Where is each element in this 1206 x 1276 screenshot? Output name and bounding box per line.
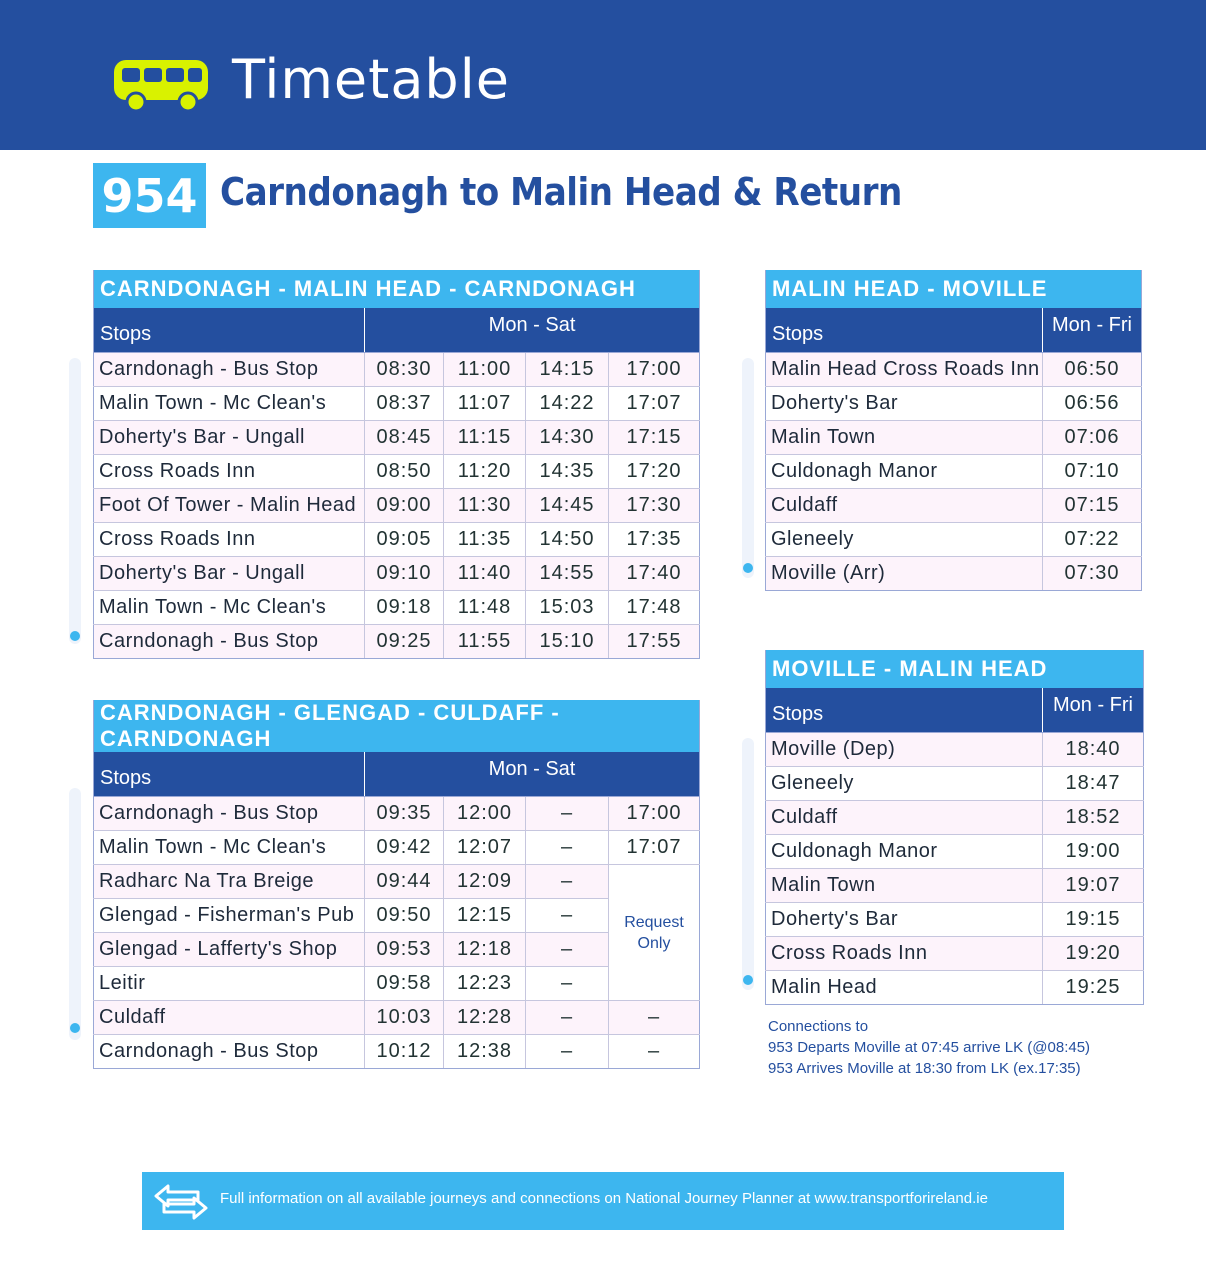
departure-time: 17:07 (609, 387, 700, 421)
departure-time: 08:30 (365, 353, 444, 387)
table-title: MALIN HEAD - MOVILLE (766, 270, 1142, 308)
stop-name: Cross Roads Inn (94, 455, 365, 489)
arrows-exchange-icon (152, 1182, 210, 1222)
departure-time: 11:40 (444, 557, 526, 591)
stop-name: Doherty's Bar - Ungall (94, 557, 365, 591)
table-row (94, 557, 700, 591)
departure-time: 17:35 (609, 523, 700, 557)
departure-time: 18:40 (1043, 733, 1144, 767)
departure-time: – (526, 899, 609, 933)
departure-time: 09:05 (365, 523, 444, 557)
stop-name: Malin Head Cross Roads Inn (766, 353, 1043, 387)
table-row (94, 1001, 700, 1035)
departure-time: 09:18 (365, 591, 444, 625)
departure-time: 08:50 (365, 455, 444, 489)
departure-time: 12:00 (444, 797, 526, 831)
stop-name: Culdaff (94, 1001, 365, 1035)
departure-time: 11:00 (444, 353, 526, 387)
stop-name: Carndonagh - Bus Stop (94, 797, 365, 831)
request-only-label: Request (624, 913, 684, 931)
table-row (766, 489, 1142, 523)
table-title: CARNDONAGH - MALIN HEAD - CARNDONAGH (94, 270, 700, 308)
days-header: Mon - Fri (1043, 688, 1144, 733)
departure-time: 12:38 (444, 1035, 526, 1069)
departure-time: 14:45 (526, 489, 609, 523)
table-title: CARNDONAGH - GLENGAD - CULDAFF - CARNDONAGH (94, 700, 700, 752)
departure-time: 09:10 (365, 557, 444, 591)
departure-time: 11:55 (444, 625, 526, 659)
departure-time: 12:15 (444, 899, 526, 933)
stops-header: Stops (94, 752, 365, 797)
departure-time: 17:00 (609, 797, 700, 831)
footer-text[interactable]: Full information on all available journeys and connections on National Journey Planner at www.transportforireland.ie (220, 1190, 988, 1207)
stop-name: Culdonagh Manor (766, 835, 1043, 869)
departure-time: – (526, 933, 609, 967)
days-header: Mon - Fri (1043, 308, 1142, 353)
terminus-dot (70, 631, 80, 641)
table-row (94, 591, 700, 625)
page-title: Timetable (232, 48, 510, 111)
connections-heading: Connections to (768, 1018, 869, 1035)
stop-name: Malin Head (766, 971, 1043, 1005)
departure-time: 14:35 (526, 455, 609, 489)
stop-name: Radharc Na Tra Breige (94, 865, 365, 899)
departure-time: 14:22 (526, 387, 609, 421)
departure-time: 17:30 (609, 489, 700, 523)
request-only-label: Only (637, 934, 671, 952)
departure-time: 09:35 (365, 797, 444, 831)
departure-time: 11:15 (444, 421, 526, 455)
stop-name: Glengad - Fisherman's Pub (94, 899, 365, 933)
terminus-dot (743, 975, 753, 985)
stop-name: Carndonagh - Bus Stop (94, 625, 365, 659)
terminus-dot (743, 563, 753, 573)
connections-note (768, 1016, 1090, 1079)
departure-time: 12:18 (444, 933, 526, 967)
departure-time: 07:10 (1043, 455, 1142, 489)
timetable-malin-head-moville (765, 270, 1142, 591)
departure-time: 17:40 (609, 557, 700, 591)
footer-banner (142, 1172, 1064, 1230)
header-banner (0, 0, 1206, 150)
stops-header: Stops (766, 688, 1043, 733)
departure-time: 18:52 (1043, 801, 1144, 835)
table-title: MOVILLE - MALIN HEAD (766, 650, 1144, 688)
stop-name: Culdonagh Manor (766, 455, 1043, 489)
stop-name: Culdaff (766, 489, 1043, 523)
table-row (94, 625, 700, 659)
table-row (766, 523, 1142, 557)
table-row (766, 421, 1142, 455)
departure-time: 07:30 (1043, 557, 1142, 591)
table-row (94, 455, 700, 489)
stop-name: Malin Town - Mc Clean's (94, 591, 365, 625)
table-row (766, 767, 1144, 801)
table-row (766, 937, 1144, 971)
table-row (766, 903, 1144, 937)
departure-time: 12:07 (444, 831, 526, 865)
stops-header: Stops (766, 308, 1043, 353)
stop-name: Gleneely (766, 767, 1043, 801)
departure-time: 17:55 (609, 625, 700, 659)
departure-time: 19:07 (1043, 869, 1144, 903)
departure-time: 07:22 (1043, 523, 1142, 557)
departure-time: 11:48 (444, 591, 526, 625)
departure-time: – (609, 1001, 700, 1035)
departure-time: 12:28 (444, 1001, 526, 1035)
bus-icon (112, 58, 212, 113)
table-row (766, 869, 1144, 903)
stop-name: Cross Roads Inn (94, 523, 365, 557)
departure-time: 18:47 (1043, 767, 1144, 801)
departure-time: – (526, 1035, 609, 1069)
departure-time: 10:12 (365, 1035, 444, 1069)
table-row (94, 831, 700, 865)
departure-time: 11:07 (444, 387, 526, 421)
connection-line: 953 Departs Moville at 07:45 arrive LK (@08:45) (768, 1039, 1091, 1056)
table-row (94, 489, 700, 523)
departure-time: 09:25 (365, 625, 444, 659)
departure-time: 11:30 (444, 489, 526, 523)
stop-name: Malin Town (766, 421, 1043, 455)
table-row (766, 971, 1144, 1005)
departure-time: 19:15 (1043, 903, 1144, 937)
departure-time: – (526, 797, 609, 831)
stop-name: Cross Roads Inn (766, 937, 1043, 971)
table-row (766, 801, 1144, 835)
table-row (94, 1035, 700, 1069)
terminus-dot (70, 1023, 80, 1033)
departure-time: 09:44 (365, 865, 444, 899)
timetable-carndonagh-glengad-culdaff (93, 700, 700, 1069)
departure-time: 15:10 (526, 625, 609, 659)
departure-time: 11:35 (444, 523, 526, 557)
departure-time: 09:42 (365, 831, 444, 865)
stop-name: Culdaff (766, 801, 1043, 835)
days-header: Mon - Sat (365, 308, 700, 353)
departure-time: 17:20 (609, 455, 700, 489)
table-row (94, 353, 700, 387)
table-row (94, 797, 700, 831)
departure-time: 06:56 (1043, 387, 1142, 421)
connection-line: 953 Arrives Moville at 18:30 from LK (ex.17:35) (768, 1060, 1081, 1077)
stop-name: Carndonagh - Bus Stop (94, 353, 365, 387)
departure-time: 14:30 (526, 421, 609, 455)
stop-name: Doherty's Bar (766, 903, 1043, 937)
departure-time: 19:20 (1043, 937, 1144, 971)
departure-time: 09:58 (365, 967, 444, 1001)
stop-name: Glengad - Lafferty's Shop (94, 933, 365, 967)
stop-name: Doherty's Bar - Ungall (94, 421, 365, 455)
departure-time: 17:15 (609, 421, 700, 455)
route-title: Carndonagh to Malin Head & Return (220, 170, 902, 214)
departure-time: – (526, 831, 609, 865)
stop-name: Moville (Arr) (766, 557, 1043, 591)
departure-time: 07:15 (1043, 489, 1142, 523)
table-row (766, 387, 1142, 421)
departure-time: 14:55 (526, 557, 609, 591)
stop-name: Malin Town (766, 869, 1043, 903)
departure-time: 06:50 (1043, 353, 1142, 387)
stop-name: Malin Town - Mc Clean's (94, 831, 365, 865)
departure-time: 14:50 (526, 523, 609, 557)
departure-time: 19:25 (1043, 971, 1144, 1005)
departure-time: 09:50 (365, 899, 444, 933)
stops-header: Stops (94, 308, 365, 353)
departure-time: 15:03 (526, 591, 609, 625)
departure-time: 12:09 (444, 865, 526, 899)
departure-time: 11:20 (444, 455, 526, 489)
departure-time: – (526, 865, 609, 899)
days-header: Mon - Sat (365, 752, 700, 797)
stop-name: Foot Of Tower - Malin Head (94, 489, 365, 523)
departure-time: 08:37 (365, 387, 444, 421)
table-row (766, 733, 1144, 767)
departure-time: 14:15 (526, 353, 609, 387)
table-row (94, 523, 700, 557)
departure-time: 10:03 (365, 1001, 444, 1035)
departure-time: 19:00 (1043, 835, 1144, 869)
departure-time: – (526, 967, 609, 1001)
stop-name: Malin Town - Mc Clean's (94, 387, 365, 421)
departure-time: 07:06 (1043, 421, 1142, 455)
departure-time: 12:23 (444, 967, 526, 1001)
stop-name: Carndonagh - Bus Stop (94, 1035, 365, 1069)
route-number-badge: 954 (93, 163, 206, 228)
stop-name: Doherty's Bar (766, 387, 1043, 421)
departure-time: 17:48 (609, 591, 700, 625)
table-row (766, 455, 1142, 489)
timetable-moville-malin-head (765, 650, 1144, 1005)
table-row (94, 421, 700, 455)
timetable-carndonagh-malin-head (93, 270, 700, 659)
departure-time: 09:00 (365, 489, 444, 523)
departure-time: 17:00 (609, 353, 700, 387)
table-row (766, 835, 1144, 869)
table-row (766, 353, 1142, 387)
table-row (94, 387, 700, 421)
departure-time: – (526, 1001, 609, 1035)
stop-name: Leitir (94, 967, 365, 1001)
departure-time: 17:07 (609, 831, 700, 865)
table-row (94, 865, 700, 899)
departure-time: – (609, 1035, 700, 1069)
table-row (766, 557, 1142, 591)
request-only-note (609, 865, 700, 1001)
stop-name: Moville (Dep) (766, 733, 1043, 767)
departure-time: 09:53 (365, 933, 444, 967)
stop-name: Gleneely (766, 523, 1043, 557)
departure-time: 08:45 (365, 421, 444, 455)
